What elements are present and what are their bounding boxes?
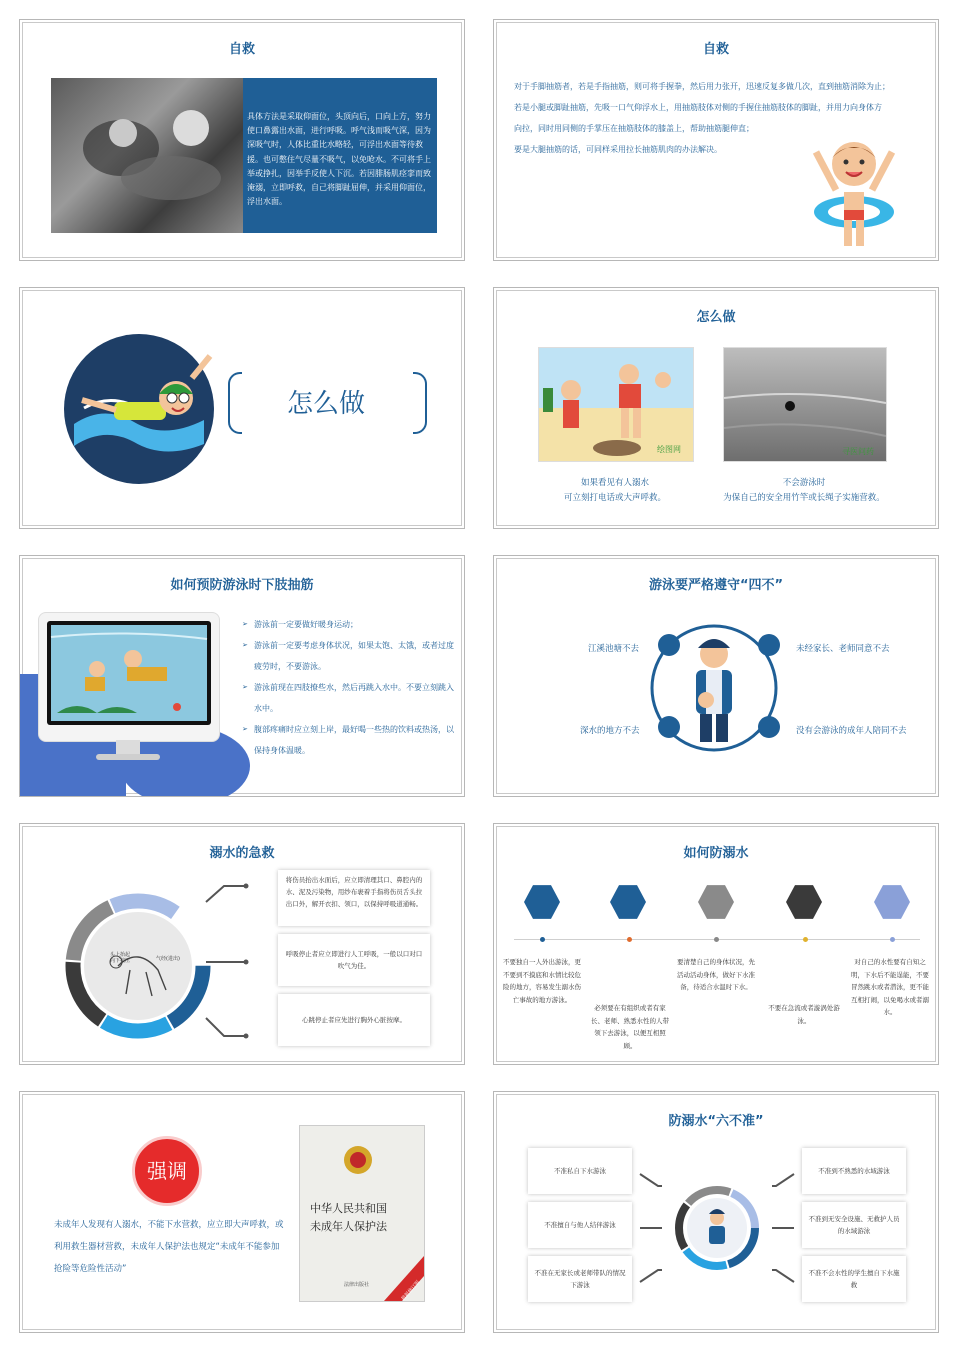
rule-left-1: 不准私自下水游泳 — [528, 1148, 632, 1194]
cartoon-illustration — [539, 348, 693, 461]
slide-title: 自救 — [228, 42, 255, 57]
watermark: 寻医问药 — [842, 447, 874, 456]
first-aid-donut — [58, 886, 218, 1046]
first-aid-step-1: 将伤员抬出水面后，应立即清理其口、鼻腔内的水、泥及污染物，用纱布裹着手指将伤员舌头拉出口外，解开衣扣、领口，以保持呼吸道通畅。 — [278, 870, 430, 926]
slide-self-rescue-1 — [19, 19, 465, 261]
book-title-line: 中华人民共和国 — [310, 1202, 387, 1215]
caption-line: 不会游泳时 — [782, 478, 826, 488]
cramp-line: 对于手脚抽筋者，若是手指抽筋，则可将手握拳，然后用力张开，迅速反复多做几次，直到抽筋消除为止； — [514, 82, 890, 91]
hex-icon-5 — [874, 884, 910, 920]
swimming-rescue-photo — [51, 78, 243, 233]
slide-emphasis — [19, 1091, 465, 1333]
book-ribbon: 最新修订版 — [400, 1279, 422, 1301]
prevention-tip-3: 要清楚自己的身体状况，先活动活动身体，做好下水准备，待适合水温时下水。 — [677, 958, 755, 991]
cramp-line: 向拉，同时用同侧的手掌压在抽筋肢体的膝盖上，帮助抽筋腿伸直； — [514, 124, 754, 133]
slide-what-to-do-cover — [19, 287, 465, 529]
watermark: 绘图网 — [657, 445, 681, 454]
call-for-help-cartoon — [538, 347, 694, 462]
rule-left-2: 不准擅自与他人结伴游泳 — [528, 1202, 632, 1248]
book-title-line: 未成年人保护法 — [310, 1220, 387, 1233]
underwater-children-illustration — [47, 621, 211, 725]
slide-title: 如何防溺水 — [683, 846, 749, 861]
prevention-tip-4: 不要在急流或者漩涡处游泳。 — [768, 1004, 840, 1025]
timeline-dot — [803, 937, 808, 942]
caption-line: 为保自己的安全用竹竿或长绳子实施营救。 — [723, 493, 885, 503]
monitor-screen — [47, 621, 211, 725]
list-item: ➢ 游泳前现在四肢撩些水，然后再跳入水中。不要立刻跳入水中。 — [242, 677, 456, 719]
prevention-tip-2: 必须要在有组织或者有家长、老师、熟悉水性的人带领下去游泳，以便互相照顾。 — [591, 1004, 669, 1050]
slide-title: 自救 — [702, 42, 729, 57]
child-with-float-illustration — [806, 132, 902, 250]
first-aid-step-2: 呼吸停止者应立即进行人工呼吸，一般以口对口吹气为佳。 — [278, 934, 430, 986]
swimmer-icon — [64, 334, 214, 484]
warning-icon — [658, 634, 680, 656]
cramp-line: 要是大腿抽筋的话，可同样采用拉长抽筋肌肉的办法解决。 — [514, 145, 722, 154]
list-item: ➢ 游泳前一定要做好暖身运动； — [242, 614, 456, 635]
slide-six-prohibitions — [493, 1091, 939, 1333]
rule-right-2: 不准到无安全设施、无救护人员的水域游泳 — [802, 1202, 906, 1248]
monitor-base — [96, 754, 160, 760]
slide-self-rescue-2 — [493, 19, 939, 261]
connector-lines — [200, 874, 280, 1054]
figure-label: 头上抬起 — [110, 952, 131, 958]
caption-call-for-help — [530, 476, 700, 506]
prevention-tip-5: 对自己的水性要有自知之明，下水后不能逞能，不要冒然跳水或者潜泳，更不能互相打闹，以免喝水或者溺水。 — [851, 958, 929, 1016]
hex-icon-1 — [524, 884, 560, 920]
emphasis-badge: 强调 — [132, 1136, 202, 1206]
slide-what-to-do — [493, 287, 939, 529]
timeline-dot — [714, 937, 719, 942]
slide-first-aid — [19, 823, 465, 1065]
photo-illustration — [51, 78, 243, 233]
monitor-stand — [116, 740, 140, 754]
hex-icon-3 — [698, 884, 734, 920]
photo-illustration — [724, 348, 886, 461]
slide-prevent-cramps — [19, 555, 465, 797]
list-item: ➢ 游泳前一定要考虑身体状况，如果太饱、太饿，或者过度疲劳时，不要游泳。 — [242, 635, 456, 677]
rule-bottom-left: 深水的地方不去 — [580, 726, 640, 736]
section-heading: 怎么做 — [286, 389, 365, 419]
book-cover — [300, 1126, 424, 1301]
figure-label: 向下按压 — [110, 958, 131, 964]
rule-bottom-right: 没有会游泳的成年人陪同不去 — [796, 726, 907, 736]
rule-left-3: 不准在无家长或老师带队的情况下游泳 — [528, 1256, 632, 1302]
warning-icon — [758, 716, 780, 738]
slide-title: 防溺水“六不准” — [668, 1114, 764, 1129]
caption-line: 如果看见有人溺水 — [580, 478, 649, 488]
slide-four-nos — [493, 555, 939, 797]
list-item: ➢ 腹部疼痛时应立刻上岸，最好喝一些热的饮料或热汤，以保持身体温暖。 — [242, 719, 456, 761]
bracket-right — [413, 372, 427, 434]
hex-icon-4 — [786, 884, 822, 920]
rule-top-right: 未经家长、老师同意不去 — [796, 644, 890, 654]
caption-line: 可立刻打电话或大声呼救。 — [563, 493, 666, 503]
rule-top-left: 江溪池塘不去 — [588, 644, 640, 654]
cramp-line: 若是小腿或脚趾抽筋，先吸一口气仰浮水上，用抽筋肢体对侧的手握住抽筋肢体的脚趾，并用力向身体方 — [514, 103, 882, 112]
caption-use-pole — [706, 476, 902, 506]
warning-icon — [658, 716, 680, 738]
warning-icon — [758, 634, 780, 656]
slide-title: 游泳要严格遵守“四不” — [648, 578, 784, 593]
slide-prevent-drowning — [493, 823, 939, 1065]
cramp-prevention-list — [242, 614, 456, 761]
bracket-left — [228, 372, 242, 434]
timeline-dot — [627, 937, 632, 942]
first-aid-step-3: 心跳停止者应先进行胸外心脏按摩。 — [278, 994, 430, 1046]
timeline-dot — [890, 937, 895, 942]
rule-right-1: 不准到不熟悉的水域游泳 — [802, 1148, 906, 1194]
timeline-dot — [540, 937, 545, 942]
prevention-tip-1: 不要独自一人外出游泳，更不要到不摸底和水情比较危险的地方，容易发生溺水伤亡事故的地方游泳。 — [503, 958, 581, 1004]
river-rescue-photo — [723, 347, 887, 462]
figure-label: 气经(进出) — [156, 956, 180, 962]
book-publisher: 法律出版社 — [344, 1282, 370, 1288]
slide-title: 怎么做 — [696, 310, 736, 325]
slide-title: 溺水的急救 — [209, 846, 275, 861]
emphasis-text: 未成年人发现有人溺水，不能下水营救，应立即大声呼救，或利用救生器材营救，未成年人保护法也规定“未成年不能参加抢险等危险性活动” — [54, 1220, 284, 1274]
self-rescue-text: 具体方法是采取仰面位，头顶向后，口向上方，努力使口鼻露出水面，进行呼吸。呼气浅而吸气深，因为深吸气时，人体比重比水略轻，可浮出水面等待救援。也可憋住气尽量不吸气，以免呛水。不可将手上举或挣扎，因举手反使人下沉。若因腓肠肌痉挛而致淹溺，立即呼救，自己将脚趾屈伸，并采用仰面位，浮出水面。 — [243, 78, 437, 233]
six-rules-diagram — [634, 1150, 800, 1302]
monitor-icon — [38, 612, 220, 742]
swimmer-circle — [64, 334, 214, 484]
minor-protection-law-book — [299, 1125, 425, 1302]
rule-right-3: 不准不会水性的学生擅自下水施救 — [802, 1256, 906, 1302]
slide-title: 如何预防游泳时下肢抽筋 — [170, 578, 314, 593]
hex-icon-2 — [610, 884, 646, 920]
